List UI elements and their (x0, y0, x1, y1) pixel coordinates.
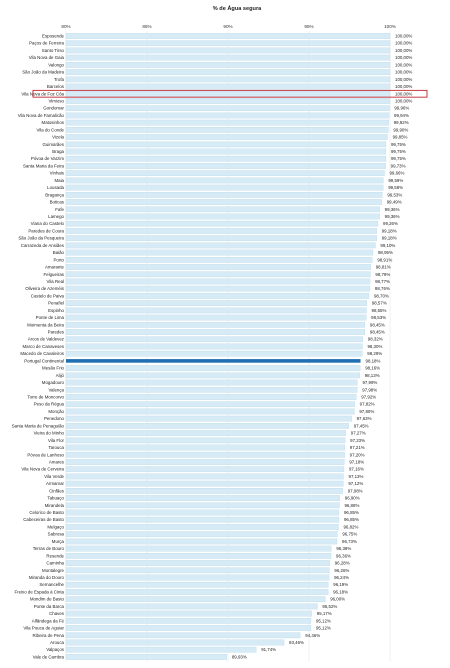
bar (66, 300, 367, 305)
value-label: 96,00% (330, 596, 346, 602)
bar (66, 293, 369, 298)
bar (66, 618, 311, 623)
value-label: 93,46% (289, 639, 304, 645)
value-label: 99,26% (383, 221, 398, 227)
bar (66, 351, 362, 356)
category-label: Oliveira de Azeméis (25, 286, 64, 292)
category-label: Porto (53, 257, 64, 263)
category-label: Moimenta da Beira (27, 322, 64, 328)
bar (66, 495, 340, 500)
bar (66, 582, 328, 587)
value-label: 100,00% (395, 62, 413, 68)
category-label: Arouca (50, 639, 64, 645)
category-label: Mesão Frio (42, 365, 64, 371)
value-label: 100,00% (395, 69, 413, 75)
bar (66, 41, 390, 46)
value-label: 95,17% (316, 611, 332, 617)
category-label: Miranda do Douro (28, 575, 64, 580)
category-label: Maia (54, 177, 64, 183)
category-label: Trofa (53, 76, 64, 82)
bar (66, 647, 256, 652)
value-label: 99,66% (389, 170, 405, 176)
bar (66, 315, 366, 320)
category-label: Paços de Ferreira (29, 40, 64, 46)
bar (66, 235, 377, 240)
category-label: Penafiel (48, 300, 64, 306)
bar (66, 589, 328, 594)
bar (66, 452, 345, 457)
bar (66, 163, 386, 168)
category-label: Gondomar (43, 105, 64, 111)
category-label: Santa Maria da Feira (23, 163, 64, 169)
bar (66, 127, 388, 132)
value-label: 99,75% (390, 141, 406, 147)
value-label: 98,29% (367, 351, 383, 357)
category-label: Vizela (52, 134, 64, 140)
value-label: 96,38% (336, 546, 352, 552)
bar (66, 517, 339, 522)
category-label: Santo Tirso (41, 47, 64, 53)
bar (66, 77, 390, 82)
bar (66, 98, 390, 103)
category-label: Valença (48, 387, 64, 393)
category-label: Braga (52, 149, 64, 155)
bar (66, 221, 378, 226)
value-label: 98,13% (364, 372, 380, 378)
value-label: 100,00% (395, 84, 413, 90)
value-label: 95,12% (315, 625, 331, 631)
category-label: Boticas (49, 199, 64, 205)
category-label: Murça (51, 538, 64, 544)
bar (66, 113, 389, 118)
value-label: 98,81% (375, 264, 391, 270)
bar (66, 611, 312, 616)
category-label: Vieira do Minho (33, 430, 64, 436)
category-label: Mirandela (44, 502, 64, 508)
value-label: 97,13% (348, 473, 364, 479)
bar (66, 423, 349, 428)
bar (66, 459, 344, 464)
category-label: Peso da Régua (33, 401, 64, 407)
value-label: 97,82% (359, 401, 375, 407)
value-label: 98,57% (371, 300, 387, 306)
value-label: 98,70% (373, 293, 389, 299)
bar (66, 633, 300, 638)
value-label: 100,00% (395, 76, 413, 82)
category-label: Resende (46, 553, 64, 559)
bar (66, 560, 330, 565)
value-label: 96,82% (343, 524, 359, 530)
bar (66, 568, 329, 573)
bar (66, 387, 357, 392)
value-label: 99,92% (393, 120, 409, 126)
category-label: Ribeira de Pena (32, 632, 64, 638)
bar (66, 365, 360, 370)
category-label: Matosinhos (41, 120, 64, 126)
category-label: Vila Nova de Famalicão (17, 112, 64, 118)
bar (66, 510, 339, 515)
bar (66, 625, 311, 630)
bar (66, 134, 388, 139)
value-label: 98,45% (369, 322, 385, 328)
category-label: Felgueiras (43, 271, 64, 277)
category-label: Viana do Castelo (30, 221, 64, 227)
category-label: Vila do Conde (36, 127, 64, 133)
category-label: Paredes (47, 329, 64, 335)
bar (66, 286, 370, 291)
value-label: 98,55% (371, 307, 387, 313)
value-label: 100,00% (395, 98, 413, 104)
bar (66, 488, 343, 493)
bar (66, 654, 227, 659)
value-label: 98,18% (365, 358, 381, 364)
bar (66, 322, 365, 327)
x-tick-label: 90% (223, 24, 233, 29)
bar (66, 156, 386, 161)
bar (66, 604, 317, 609)
category-label: Ponte da Barca (33, 603, 64, 609)
category-label: Barcelos (46, 84, 64, 90)
category-label: Ponte de Lima (35, 315, 64, 321)
category-label: Vale de Cambra (32, 654, 64, 660)
bar (66, 228, 377, 233)
x-tick-label: 100% (384, 24, 396, 29)
value-label: 99,94% (394, 112, 409, 118)
value-label: 100,00% (395, 33, 413, 39)
bar (66, 474, 344, 479)
value-label: 99,18% (381, 235, 397, 241)
category-labels (12, 34, 65, 660)
bar (66, 539, 337, 544)
bar (66, 214, 380, 219)
bar (66, 409, 354, 414)
bar (66, 84, 390, 89)
category-label: Penedono (43, 416, 64, 422)
bar (66, 55, 390, 60)
value-label: 96,28% (334, 560, 350, 566)
value-label: 99,53% (387, 192, 403, 198)
value-label: 96,88% (344, 502, 360, 508)
bar (66, 170, 384, 175)
value-label: 100,00% (395, 47, 413, 53)
value-label: 97,20% (349, 452, 365, 458)
value-label: 99,75% (390, 149, 406, 155)
bar (66, 380, 357, 385)
value-label: 98,77% (375, 278, 390, 284)
value-label: 94,46% (305, 632, 321, 638)
value-label: 97,45% (353, 423, 369, 429)
value-label: 96,85% (343, 510, 359, 516)
bar (66, 185, 383, 190)
category-label: Alijó (55, 372, 64, 378)
bar (66, 250, 373, 255)
bar (66, 531, 337, 536)
category-label: Esposende (42, 33, 64, 39)
category-label: Santa Marta de Penaguião (11, 423, 64, 429)
bar (66, 438, 345, 443)
category-label: Vila Nova de Gaia (28, 55, 64, 61)
value-label: 98,91% (377, 257, 393, 263)
category-label: Vimioso (48, 98, 64, 104)
value-label: 97,16% (348, 466, 364, 472)
value-label: 97,80% (359, 408, 375, 414)
category-label: São João da Pesqueira (18, 235, 64, 241)
category-label: Tarouca (48, 445, 64, 451)
value-label: 100,00% (395, 55, 413, 61)
value-label: 95,12% (315, 618, 331, 624)
value-label: 96,85% (343, 517, 359, 523)
bar (66, 149, 386, 154)
x-axis-ticks (61, 24, 395, 29)
bar (66, 272, 370, 277)
value-label: 97,18% (349, 459, 365, 465)
value-label: 99,73% (390, 163, 406, 169)
category-label: Sernancelhe (39, 582, 64, 588)
value-label: 91,74% (261, 647, 277, 653)
value-label: 97,21% (349, 445, 365, 451)
bar (66, 575, 329, 580)
category-label: Vila Real (46, 278, 64, 284)
category-label: Armamar (45, 481, 64, 487)
value-label: 98,30% (367, 343, 383, 349)
x-tick-label: 80% (61, 24, 71, 29)
value-label: 97,23% (350, 437, 366, 443)
bar (66, 120, 389, 125)
category-label: Vila Verde (44, 473, 64, 479)
bar (66, 279, 370, 284)
reference-bar (66, 359, 361, 363)
category-label: Monção (48, 408, 64, 414)
bar (66, 308, 367, 313)
category-label: Celorico de Basto (29, 510, 64, 516)
value-label: 97,12% (348, 481, 364, 487)
value-label: 98,95% (377, 250, 393, 256)
bar (66, 481, 343, 486)
bar (66, 264, 371, 269)
value-label: 96,36% (336, 553, 351, 559)
bar (66, 207, 380, 212)
chart-title: % de Água segura (212, 6, 262, 12)
value-label: 96,26% (334, 567, 350, 573)
value-label: 97,99% (362, 380, 378, 386)
x-tick-label: 85% (142, 24, 152, 29)
value-label: 97,08% (347, 488, 363, 494)
value-label: 97,92% (361, 394, 377, 400)
category-label: Arcos de Valdevez (27, 336, 64, 342)
bar (66, 467, 344, 472)
value-label: 99,96% (394, 105, 410, 111)
bar (66, 62, 390, 67)
value-label: 97,63% (356, 416, 372, 422)
category-label: Melgaço (47, 524, 64, 530)
bar (66, 106, 389, 111)
category-label: Valongo (48, 62, 64, 68)
category-label: Póvoa de Lanhoso (27, 452, 64, 458)
category-label: Marco de Canaveses (22, 343, 64, 349)
category-label: Vinhais (49, 170, 64, 176)
category-label: Vila Nova de Foz Côa (21, 91, 64, 97)
bar (66, 33, 390, 38)
category-label: Mogadouro (41, 380, 64, 386)
bar (66, 402, 355, 407)
bar (66, 373, 360, 378)
value-label: 99,85% (392, 134, 408, 140)
category-label: Alfândega da Fé (31, 618, 64, 624)
category-label: Montalegre (42, 567, 64, 573)
category-label: Portugal Continental (24, 358, 64, 364)
value-label: 98,53% (371, 315, 387, 321)
category-label: Caminha (46, 560, 64, 566)
category-label: Baião (52, 250, 64, 256)
value-label: 99,90% (393, 127, 409, 133)
category-label: Fafe (55, 206, 64, 212)
value-label: 99,10% (380, 242, 396, 248)
bar (66, 69, 390, 74)
value-label: 98,45% (369, 329, 385, 335)
category-label: Póvoa de Varzim (30, 156, 64, 162)
value-label: 96,75% (342, 531, 358, 537)
category-label: Amares (48, 459, 64, 465)
value-label: 96,73% (342, 538, 357, 544)
value-label: 99,36% (384, 214, 400, 219)
category-label: Carrazeda de Ansiães (20, 242, 64, 248)
category-label: Vila Nova de Cerveira (21, 466, 64, 472)
bar (66, 199, 382, 204)
bar (66, 48, 390, 53)
bar (66, 337, 363, 342)
value-label: 98,32% (367, 336, 383, 342)
value-label: 97,98% (362, 387, 378, 393)
value-label: 96,18% (333, 589, 349, 595)
category-label: Cinfães (49, 488, 64, 494)
category-label: Terras de Bouro (32, 546, 64, 552)
category-label: Vila Flor (47, 437, 64, 443)
category-label: Freixo de Espada à Cinta (14, 589, 64, 595)
value-label: 99,18% (381, 228, 397, 234)
value-label: 96,19% (333, 582, 349, 588)
category-label: Espinho (48, 307, 64, 313)
category-label: Chaves (49, 611, 64, 617)
value-label: 97,27% (350, 430, 366, 436)
bar (66, 445, 345, 450)
category-label: Cabeceiras de Basto (23, 517, 64, 523)
bar (66, 546, 331, 551)
value-label: 100,00% (395, 40, 413, 46)
category-label: Castelo de Paiva (30, 293, 64, 299)
category-label: Amarante (44, 264, 64, 270)
value-label: 99,58% (388, 185, 404, 191)
x-tick-label: 95% (304, 24, 314, 29)
bar (66, 524, 338, 529)
bar (66, 243, 375, 248)
category-label: Sabrosa (47, 531, 64, 537)
category-label: Macedo de Cavaleiros (20, 351, 64, 357)
bar (66, 596, 325, 601)
bar (66, 329, 365, 334)
category-label: Vila Pouca de Aguiar (23, 625, 64, 631)
value-label: 98,16% (365, 365, 381, 371)
value-label: 95,52% (322, 603, 338, 609)
bar (66, 178, 383, 183)
value-label: 98,76% (374, 286, 390, 292)
category-label: Bragança (45, 192, 64, 198)
category-label: Tabuaço (47, 495, 64, 501)
category-label: Lamego (48, 214, 64, 219)
bar (66, 416, 352, 421)
value-label: 98,79% (375, 271, 391, 277)
bar (66, 91, 390, 96)
bar (66, 640, 284, 645)
category-label: Guimarães (42, 141, 64, 147)
bar (66, 142, 386, 147)
value-label: 96,90% (344, 495, 360, 501)
bar (66, 553, 331, 558)
value-label: 99,49% (386, 199, 402, 205)
value-label: 99,36% (384, 206, 400, 212)
value-label: 96,24% (334, 575, 349, 580)
bar (66, 344, 362, 349)
value-label: 99,75% (390, 156, 406, 162)
category-label: Paredes de Coura (28, 228, 64, 234)
value-label: 99,59% (388, 177, 404, 183)
category-label: São João da Madeira (22, 69, 64, 75)
bar (66, 257, 372, 262)
category-label: Mondim de Basto (29, 596, 64, 602)
value-label: 89,93% (231, 654, 247, 660)
category-label: Torre de Moncorvo (27, 394, 64, 400)
bar (66, 394, 356, 399)
category-label: Lousada (47, 185, 64, 191)
bar (66, 192, 382, 197)
bar (66, 430, 346, 435)
value-label: 100,00% (395, 91, 413, 97)
category-label: Valpaços (46, 647, 64, 653)
bar (66, 503, 339, 508)
